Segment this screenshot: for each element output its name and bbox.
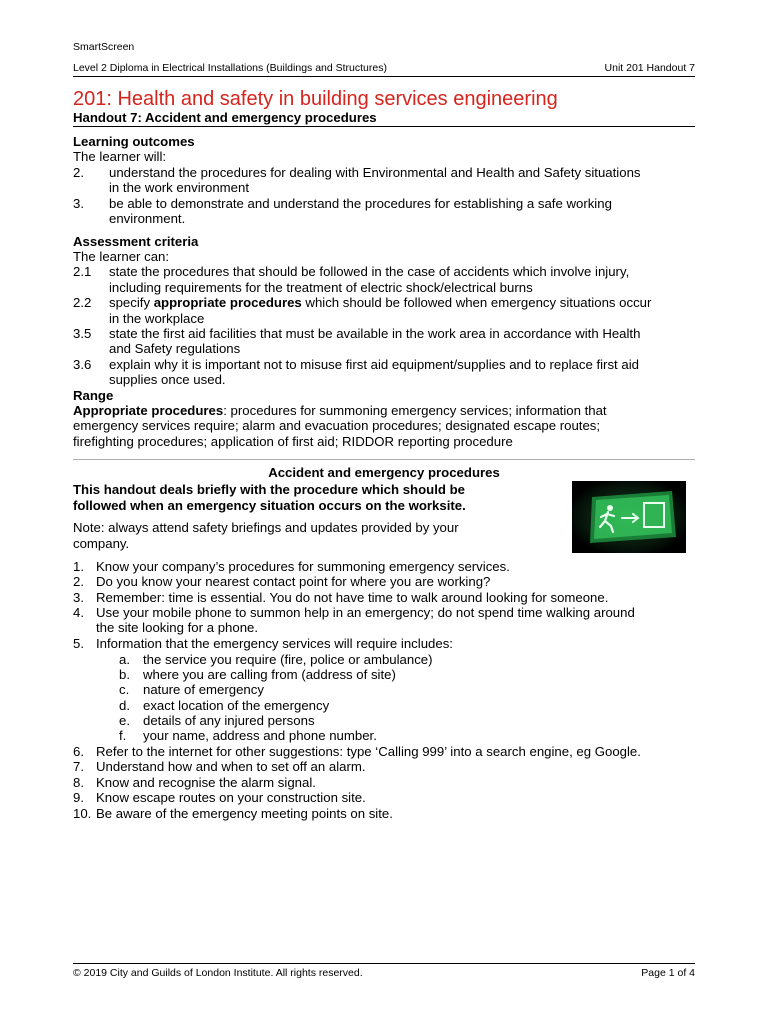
note-text: company. [73, 536, 130, 551]
range-line: firefighting procedures; application of first aid; RIDDOR reporting procedure [73, 434, 513, 449]
section-divider [73, 459, 695, 460]
learning-outcomes-heading: Learning outcomes [73, 134, 195, 149]
range-line: emergency services require; alarm and evacuation procedures; designated escape routes; [73, 418, 601, 433]
section-intro: followed when an emergency situation occurs on the worksite. [73, 498, 466, 513]
unit-reference: Unit 201 Handout 7 [604, 62, 695, 74]
section-heading: Accident and emergency procedures [268, 465, 500, 480]
footer-divider [73, 963, 695, 964]
page-title: 201: Health and safety in building services engineering [73, 88, 558, 110]
course-title: Level 2 Diploma in Electrical Installations (Buildings and Structures) [73, 62, 387, 74]
title-divider [73, 126, 695, 127]
copyright-text: © 2019 City and Guilds of London Institute. All rights reserved. [73, 967, 363, 979]
assessment-criteria-intro: The learner can: [73, 249, 170, 264]
section-intro: This handout deals briefly with the procedure which should be [73, 482, 465, 497]
range-line: Appropriate procedures: procedures for summoning emergency services; information that [73, 403, 607, 418]
exit-sign-icon [572, 481, 686, 553]
brand-name: SmartScreen [73, 41, 135, 53]
page-number: Page 1 of 4 [641, 967, 695, 979]
assessment-criteria-heading: Assessment criteria [73, 234, 199, 249]
learning-outcomes-intro: The learner will: [73, 149, 167, 164]
note-text: Note: always attend safety briefings and updates provided by your [73, 520, 459, 535]
emergency-exit-sign-image [572, 481, 686, 553]
range-heading: Range [73, 388, 114, 403]
handout-subtitle: Handout 7: Accident and emergency procedures [73, 110, 377, 125]
header-divider [73, 76, 695, 77]
